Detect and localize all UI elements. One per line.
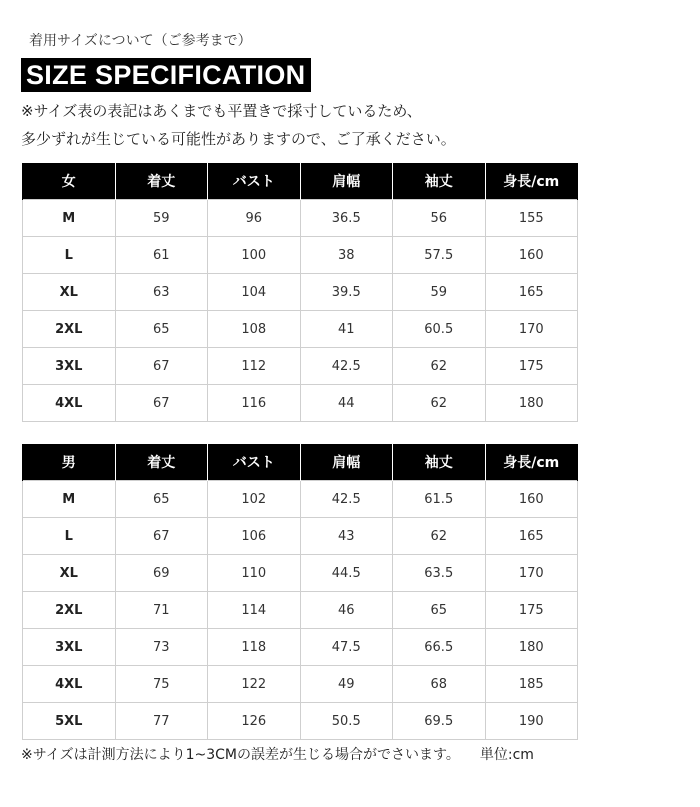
value-cell: 102: [208, 481, 301, 518]
value-cell: 67: [115, 385, 208, 422]
value-cell: 56: [393, 200, 486, 237]
table-row: [23, 274, 578, 311]
value-cell: 175: [485, 592, 578, 629]
header-cell: 着丈: [115, 163, 208, 200]
value-cell: 73: [115, 629, 208, 666]
table-row: [23, 518, 578, 555]
value-cell: 42.5: [300, 481, 393, 518]
subtitle: 着用サイズについて（ご参考まで）: [29, 33, 252, 49]
value-cell: 180: [485, 385, 578, 422]
header-cell: 女: [23, 163, 116, 200]
size-cell: M: [23, 200, 116, 237]
value-cell: 61: [115, 237, 208, 274]
women-size-table: [22, 163, 578, 422]
value-cell: 66.5: [393, 629, 486, 666]
value-cell: 42.5: [300, 348, 393, 385]
value-cell: 47.5: [300, 629, 393, 666]
table-row: [23, 311, 578, 348]
table-header-row: [23, 444, 578, 481]
note-line-2: 多少ずれが生じている可能性がありますので、ご了承ください。: [21, 130, 456, 148]
value-cell: 69.5: [393, 703, 486, 740]
value-cell: 114: [208, 592, 301, 629]
value-cell: 59: [115, 200, 208, 237]
value-cell: 63.5: [393, 555, 486, 592]
value-cell: 44: [300, 385, 393, 422]
header-cell: 身長/cm: [485, 163, 578, 200]
header-cell: 身長/cm: [485, 444, 578, 481]
value-cell: 160: [485, 237, 578, 274]
header-cell: 袖丈: [393, 444, 486, 481]
value-cell: 126: [208, 703, 301, 740]
value-cell: 39.5: [300, 274, 393, 311]
header-cell: 袖丈: [393, 163, 486, 200]
value-cell: 41: [300, 311, 393, 348]
size-cell: 4XL: [23, 385, 116, 422]
value-cell: 175: [485, 348, 578, 385]
size-cell: XL: [23, 274, 116, 311]
header-cell: バスト: [208, 444, 301, 481]
men-size-table: [22, 444, 578, 740]
value-cell: 43: [300, 518, 393, 555]
footer: [21, 744, 534, 766]
value-cell: 170: [485, 311, 578, 348]
value-cell: 180: [485, 629, 578, 666]
value-cell: 59: [393, 274, 486, 311]
value-cell: 62: [393, 348, 486, 385]
table-row: [23, 703, 578, 740]
header-cell: 着丈: [115, 444, 208, 481]
table-row: [23, 481, 578, 518]
value-cell: 61.5: [393, 481, 486, 518]
value-cell: 68: [393, 666, 486, 703]
size-cell: 3XL: [23, 348, 116, 385]
value-cell: 110: [208, 555, 301, 592]
value-cell: 62: [393, 385, 486, 422]
value-cell: 170: [485, 555, 578, 592]
value-cell: 65: [115, 481, 208, 518]
value-cell: 77: [115, 703, 208, 740]
value-cell: 49: [300, 666, 393, 703]
page-title: SIZE SPECIFICATION: [21, 58, 311, 92]
header-cell: 男: [23, 444, 116, 481]
value-cell: 96: [208, 200, 301, 237]
size-cell: M: [23, 481, 116, 518]
value-cell: 46: [300, 592, 393, 629]
value-cell: 160: [485, 481, 578, 518]
table-row: [23, 666, 578, 703]
size-cell: XL: [23, 555, 116, 592]
value-cell: 106: [208, 518, 301, 555]
value-cell: 155: [485, 200, 578, 237]
value-cell: 122: [208, 666, 301, 703]
value-cell: 63: [115, 274, 208, 311]
header-cell: 肩幅: [300, 163, 393, 200]
footer-note: ※サイズは計測方法により1~3CMの誤差が生じる場合がでさいます。: [21, 747, 460, 763]
table-row: [23, 592, 578, 629]
value-cell: 185: [485, 666, 578, 703]
size-cell: 5XL: [23, 703, 116, 740]
header-cell: バスト: [208, 163, 301, 200]
size-cell: 4XL: [23, 666, 116, 703]
value-cell: 57.5: [393, 237, 486, 274]
value-cell: 71: [115, 592, 208, 629]
value-cell: 67: [115, 348, 208, 385]
value-cell: 104: [208, 274, 301, 311]
value-cell: 65: [115, 311, 208, 348]
header-cell: 肩幅: [300, 444, 393, 481]
value-cell: 118: [208, 629, 301, 666]
table-row: [23, 629, 578, 666]
table-row: [23, 555, 578, 592]
value-cell: 165: [485, 274, 578, 311]
value-cell: 65: [393, 592, 486, 629]
size-cell: 2XL: [23, 592, 116, 629]
value-cell: 67: [115, 518, 208, 555]
table-row: [23, 237, 578, 274]
size-cell: 2XL: [23, 311, 116, 348]
unit-label: 単位:cm: [479, 747, 534, 763]
value-cell: 50.5: [300, 703, 393, 740]
value-cell: 60.5: [393, 311, 486, 348]
value-cell: 36.5: [300, 200, 393, 237]
table-header-row: [23, 163, 578, 200]
note-line-1: ※サイズ表の表記はあくまでも平置きで採寸しているため、: [21, 102, 422, 120]
value-cell: 112: [208, 348, 301, 385]
value-cell: 100: [208, 237, 301, 274]
value-cell: 190: [485, 703, 578, 740]
value-cell: 62: [393, 518, 486, 555]
table-row: [23, 385, 578, 422]
size-cell: L: [23, 237, 116, 274]
table-row: [23, 200, 578, 237]
value-cell: 44.5: [300, 555, 393, 592]
value-cell: 75: [115, 666, 208, 703]
table-row: [23, 348, 578, 385]
value-cell: 108: [208, 311, 301, 348]
size-cell: 3XL: [23, 629, 116, 666]
value-cell: 69: [115, 555, 208, 592]
value-cell: 116: [208, 385, 301, 422]
value-cell: 38: [300, 237, 393, 274]
value-cell: 165: [485, 518, 578, 555]
size-cell: L: [23, 518, 116, 555]
